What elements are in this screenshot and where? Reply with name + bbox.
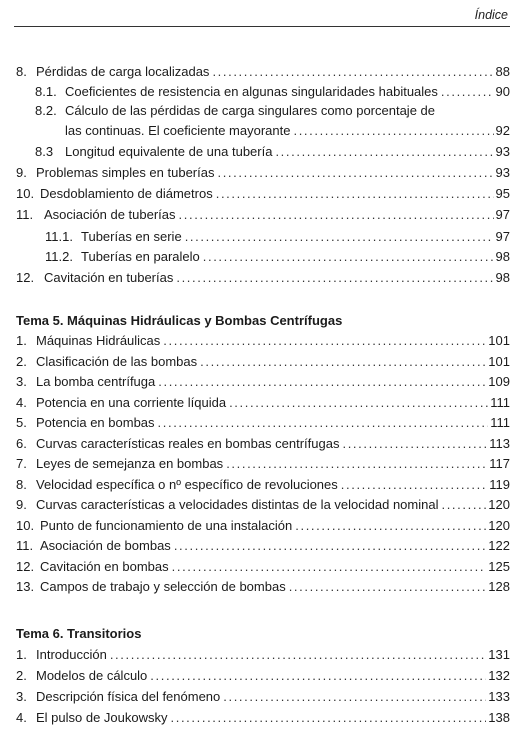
- toc-entry-page: 119: [489, 476, 510, 492]
- toc-entry-number: 1.: [16, 647, 27, 662]
- toc-entry-title: Tuberías en serie: [81, 229, 182, 244]
- dot-leader: [223, 689, 486, 705]
- toc-entry-title: Curvas características a velocidades distintas de la velocidad nominal: [36, 497, 439, 512]
- toc-entry-page: 125: [488, 558, 510, 574]
- dot-leader: [212, 64, 493, 80]
- dot-leader: [158, 415, 489, 431]
- dot-leader: [200, 354, 486, 370]
- toc-entry-number: 8.: [16, 64, 27, 79]
- toc-entry-number: 11.1.: [45, 229, 73, 244]
- dot-leader: [275, 144, 493, 160]
- toc-entry-page: 122: [488, 538, 510, 553]
- dot-leader: [185, 229, 494, 245]
- toc-entry[interactable]: [16, 647, 510, 663]
- toc-entry-number: 9.: [16, 497, 27, 512]
- dot-leader: [110, 647, 486, 663]
- toc-entry-page: 113: [489, 435, 510, 451]
- toc-entry-number: 11.: [16, 207, 34, 222]
- toc-entry[interactable]: [16, 497, 510, 513]
- toc-entry-title: Modelos de cálculo: [36, 668, 148, 683]
- toc-entry-title: Potencia en bombas: [36, 415, 155, 430]
- toc-entry[interactable]: [16, 689, 510, 705]
- toc-entry[interactable]: [16, 477, 510, 493]
- toc-entry-title: Desdoblamiento de diámetros: [40, 186, 213, 201]
- toc-entry[interactable]: [16, 207, 510, 223]
- toc-entry-title: Coeficientes de resistencia en algunas singularidades habituales: [65, 84, 438, 99]
- toc-entry-title: Asociación de bombas: [40, 538, 171, 553]
- toc-entry-multiline[interactable]: [35, 103, 435, 119]
- dot-leader: [171, 710, 487, 726]
- toc-entry-title-continued: las continuas. El coeficiente mayorante: [65, 123, 291, 138]
- toc-entry-number: 8.3: [35, 144, 54, 159]
- toc-entry-title: Máquinas Hidráulicas: [36, 333, 161, 348]
- toc-entry-number: 8.1.: [35, 84, 57, 99]
- dot-leader: [216, 186, 494, 202]
- toc-entry-continuation[interactable]: [65, 123, 510, 139]
- toc-entry-page: 111: [490, 415, 510, 430]
- dot-leader: [217, 165, 493, 181]
- chapter-heading: Tema 5. Máquinas Hidráulicas y Bombas Centrífugas: [16, 313, 343, 328]
- dot-leader: [176, 270, 493, 286]
- toc-entry-page: 133: [488, 689, 510, 704]
- toc-entry-number: 10.: [16, 517, 35, 533]
- dot-leader: [203, 249, 494, 265]
- toc-entry-number: 1.: [16, 333, 27, 348]
- dot-leader: [342, 436, 487, 452]
- toc-entry-title: Cavitación en tuberías: [44, 270, 174, 285]
- dot-leader: [179, 207, 494, 223]
- toc-entry[interactable]: [16, 374, 510, 390]
- toc-entry[interactable]: [16, 270, 510, 286]
- toc-entry-page: 90: [495, 84, 510, 99]
- toc-entry-page: 109: [488, 374, 510, 389]
- toc-entry-page: 131: [488, 647, 510, 662]
- toc-entry-title: Campos de trabajo y selección de bombas: [40, 579, 286, 594]
- toc-entry-number: 9.: [16, 165, 27, 180]
- toc-entry[interactable]: [16, 579, 510, 595]
- toc-entry-number: 10.: [16, 186, 35, 201]
- toc-entry[interactable]: [16, 333, 510, 349]
- toc-entry-title: El pulso de Joukowsky: [36, 710, 168, 725]
- toc-entry[interactable]: [16, 354, 510, 370]
- toc-entry-page: 97: [495, 229, 510, 244]
- toc-entry[interactable]: [16, 518, 510, 534]
- toc-entry[interactable]: [16, 559, 510, 575]
- toc-entry-page: 101: [488, 333, 510, 348]
- toc-entry[interactable]: [16, 710, 510, 726]
- toc-entry-page: 98: [495, 249, 510, 264]
- toc-entry-title: Asociación de tuberías: [44, 207, 176, 222]
- toc-entry-page: 92: [495, 123, 510, 138]
- toc-entry[interactable]: [35, 84, 510, 100]
- toc-entry-page: 120: [488, 517, 510, 533]
- toc-entry-title: Curvas características reales en bombas centrífugas: [36, 435, 340, 451]
- toc-entry[interactable]: [16, 64, 510, 80]
- header-rule: [14, 26, 510, 27]
- toc-entry-number: 12.: [16, 558, 35, 574]
- dot-leader: [150, 668, 486, 684]
- toc-entry-number: 8.: [16, 476, 27, 492]
- toc-entry-page: 93: [495, 144, 510, 159]
- toc-entry-page: 88: [495, 64, 510, 79]
- toc-entry-page: 138: [488, 710, 510, 725]
- toc-entry-title: La bomba centrífuga: [36, 374, 156, 389]
- toc-entry-title: Leyes de semejanza en bombas: [36, 456, 224, 471]
- chapter-heading: Tema 6. Transitorios: [16, 626, 142, 641]
- dot-leader: [174, 538, 486, 554]
- toc-entry-number: 11.2.: [45, 249, 73, 264]
- toc-entry-title: Potencia en una corriente líquida: [36, 394, 227, 410]
- toc-entry-title: Velocidad específica o nº específico de revoluciones: [36, 476, 338, 492]
- toc-entry-page: 98: [495, 270, 510, 285]
- toc-entry-number: 11.: [16, 538, 34, 553]
- toc-entry[interactable]: [16, 538, 510, 554]
- toc-entry-page: 117: [489, 456, 510, 471]
- toc-entry-page: 128: [488, 579, 510, 594]
- dot-leader: [341, 477, 487, 493]
- running-head: Índice: [474, 8, 508, 22]
- dot-leader: [158, 374, 486, 390]
- toc-entry-page: 120: [488, 497, 510, 512]
- toc-entry[interactable]: [16, 165, 510, 181]
- toc-entry[interactable]: [16, 186, 510, 202]
- toc-entry-number: 4.: [16, 710, 27, 725]
- toc-entry[interactable]: [16, 456, 510, 472]
- toc-entry[interactable]: [45, 249, 510, 265]
- toc-entry-title: Clasificación de las bombas: [36, 353, 198, 369]
- toc-entry-title: Tuberías en paralelo: [81, 249, 200, 264]
- toc-entry-page: 97: [495, 207, 510, 222]
- toc-entry-page: 93: [495, 165, 510, 180]
- toc-entry-number: 8.2.: [35, 103, 57, 118]
- toc-entry-title: Longitud equivalente de una tubería: [65, 144, 273, 159]
- toc-entry-number: 6.: [16, 435, 27, 451]
- dot-leader: [295, 518, 486, 534]
- toc-entry-title: Cavitación en bombas: [40, 558, 169, 574]
- toc-entry-page: 101: [488, 353, 510, 369]
- toc-entry[interactable]: [16, 395, 510, 411]
- toc-entry[interactable]: [16, 436, 510, 452]
- dot-leader: [172, 559, 487, 575]
- dot-leader: [226, 456, 487, 472]
- toc-entry-title: Punto de funcionamiento de una instalación: [40, 517, 293, 533]
- toc-entry[interactable]: [16, 668, 510, 684]
- toc-entry-number: 3.: [16, 374, 27, 389]
- toc-entry-title: Introducción: [36, 647, 107, 662]
- toc-entry-number: 5.: [16, 415, 27, 430]
- toc-entry-title: Cálculo de las pérdidas de carga singulares como porcentaje de: [65, 103, 435, 118]
- dot-leader: [229, 395, 488, 411]
- dot-leader: [441, 497, 486, 513]
- toc-entry-title: Pérdidas de carga localizadas: [36, 64, 210, 79]
- toc-entry-page: 95: [495, 186, 510, 201]
- toc-entry-title: Problemas simples en tuberías: [36, 165, 215, 180]
- toc-entry[interactable]: [45, 229, 510, 245]
- toc-entry-number: 12.: [16, 270, 35, 285]
- dot-leader: [163, 333, 486, 349]
- toc-entry[interactable]: [16, 415, 510, 431]
- toc-entry-number: 2.: [16, 668, 27, 683]
- dot-leader: [441, 84, 494, 100]
- toc-entry-page: 132: [488, 668, 510, 683]
- toc-entry-number: 2.: [16, 353, 27, 369]
- toc-entry-number: 3.: [16, 689, 27, 704]
- toc-entry-number: 13.: [16, 579, 35, 594]
- toc-entry[interactable]: [35, 144, 510, 160]
- toc-entry-title: Descripción física del fenómeno: [36, 689, 221, 704]
- toc-entry-number: 4.: [16, 394, 27, 410]
- toc-entry-page: 111: [490, 394, 510, 410]
- toc-entry-number: 7.: [16, 456, 27, 471]
- dot-leader: [289, 579, 487, 595]
- dot-leader: [293, 123, 493, 139]
